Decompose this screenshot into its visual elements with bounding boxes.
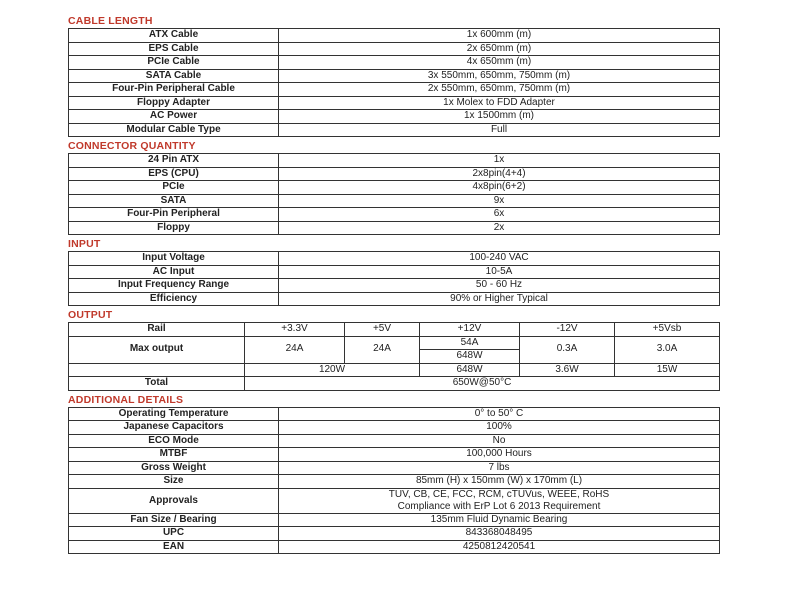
row-value: 7 lbs — [279, 461, 720, 475]
watts-5vsb: 15W — [615, 363, 720, 377]
max-output-label: Max output — [69, 336, 245, 363]
row-value: 6x — [279, 208, 720, 222]
table-row — [69, 42, 720, 56]
row-value: 135mm Fluid Dynamic Bearing — [279, 513, 720, 527]
table-row — [69, 448, 720, 462]
amps-12v: 54A — [420, 336, 520, 350]
row-value: 100% — [279, 421, 720, 435]
row-label: SATA Cable — [69, 69, 279, 83]
row-label: EPS (CPU) — [69, 167, 279, 181]
row-label: Floppy Adapter — [69, 96, 279, 110]
row-value: 2x 650mm (m) — [279, 42, 720, 56]
row-label: Floppy — [69, 221, 279, 235]
table-row — [69, 527, 720, 541]
table-row — [69, 221, 720, 235]
approvals-line-1: TUV, CB, CE, FCC, RCM, cTUVus, WEEE, RoHS — [388, 489, 610, 500]
row-value: 4250812420541 — [279, 540, 720, 554]
additional-details-table — [68, 407, 720, 555]
section-title-connector-quantity: CONNECTOR QUANTITY — [68, 140, 196, 152]
table-row — [69, 29, 720, 43]
row-label: PCIe — [69, 181, 279, 195]
row-value: 843368048495 — [279, 527, 720, 541]
row-value: 9x — [279, 194, 720, 208]
row-label: Japanese Capacitors — [69, 421, 279, 435]
row-value: 100,000 Hours — [279, 448, 720, 462]
watts-spacer — [69, 363, 245, 377]
row-label: ATX Cable — [69, 29, 279, 43]
row-label: AC Power — [69, 110, 279, 124]
input-table — [68, 251, 720, 306]
amps-5v: 24A — [345, 336, 420, 363]
table-row — [69, 123, 720, 137]
table-row — [69, 279, 720, 293]
table-row — [69, 194, 720, 208]
row-value: 50 - 60 Hz — [279, 279, 720, 293]
watts-12v-a: 648W — [420, 350, 520, 364]
table-row — [69, 292, 720, 306]
spec-sheet — [68, 0, 719, 554]
row-label: Size — [69, 475, 279, 489]
table-row — [69, 363, 720, 377]
table-row — [69, 421, 720, 435]
row-label: Approvals — [69, 488, 279, 513]
rail-neg12v: -12V — [520, 323, 615, 337]
row-label: EPS Cable — [69, 42, 279, 56]
row-value: 3x 550mm, 650mm, 750mm (m) — [279, 69, 720, 83]
table-row — [69, 323, 720, 337]
watts-3v3-5v: 120W — [245, 363, 420, 377]
watts-neg12v: 3.6W — [520, 363, 615, 377]
output-table — [68, 322, 720, 391]
row-value: Full — [279, 123, 720, 137]
row-value: 10-5A — [279, 265, 720, 279]
row-value: 90% or Higher Typical — [279, 292, 720, 306]
row-value — [279, 488, 720, 513]
row-value: 85mm (H) x 150mm (W) x 170mm (L) — [279, 475, 720, 489]
row-label: Input Voltage — [69, 252, 279, 266]
row-label: Fan Size / Bearing — [69, 513, 279, 527]
table-row — [69, 407, 720, 421]
row-value: 1x 1500mm (m) — [279, 110, 720, 124]
table-row — [69, 83, 720, 97]
table-row — [69, 56, 720, 70]
row-value: No — [279, 434, 720, 448]
table-row — [69, 377, 720, 391]
row-label: Gross Weight — [69, 461, 279, 475]
row-label: UPC — [69, 527, 279, 541]
amps-3v3: 24A — [245, 336, 345, 363]
table-row — [69, 96, 720, 110]
section-title-input: INPUT — [68, 238, 101, 250]
row-value: 100-240 VAC — [279, 252, 720, 266]
rail-3v3: +3.3V — [245, 323, 345, 337]
table-row — [69, 540, 720, 554]
rail-5v: +5V — [345, 323, 420, 337]
section-title-additional-details: ADDITIONAL DETAILS — [68, 393, 184, 406]
row-label: EAN — [69, 540, 279, 554]
row-label: PCIe Cable — [69, 56, 279, 70]
amps-5vsb: 3.0A — [615, 336, 720, 363]
row-value: 2x — [279, 221, 720, 235]
table-row — [69, 154, 720, 168]
connector-quantity-table — [68, 153, 720, 235]
row-value: 0° to 50° C — [279, 407, 720, 421]
row-value: 4x 650mm (m) — [279, 56, 720, 70]
row-label: Four-Pin Peripheral Cable — [69, 83, 279, 97]
row-label: SATA — [69, 194, 279, 208]
table-row — [69, 110, 720, 124]
amps-neg12v: 0.3A — [520, 336, 615, 363]
approvals-line-2: Compliance with ErP Lot 6 2013 Requirement — [397, 500, 601, 512]
total-label: Total — [69, 377, 245, 391]
row-value: 2x8pin(4+4) — [279, 167, 720, 181]
cable-length-table — [68, 28, 720, 137]
row-label: Modular Cable Type — [69, 123, 279, 137]
row-value: 1x 600mm (m) — [279, 29, 720, 43]
rail-5vsb: +5Vsb — [615, 323, 720, 337]
table-row — [69, 265, 720, 279]
watts-12v-b: 648W — [420, 363, 520, 377]
table-row — [69, 181, 720, 195]
table-row — [69, 336, 720, 350]
row-value: 1x — [279, 154, 720, 168]
section-title-cable-length: CABLE LENGTH — [68, 15, 153, 27]
rail-12v: +12V — [420, 323, 520, 337]
table-row — [69, 513, 720, 527]
row-value: 2x 550mm, 650mm, 750mm (m) — [279, 83, 720, 97]
row-label: Input Frequency Range — [69, 279, 279, 293]
row-label: Efficiency — [69, 292, 279, 306]
table-row — [69, 167, 720, 181]
row-value: 1x Molex to FDD Adapter — [279, 96, 720, 110]
table-row — [69, 488, 720, 513]
table-row — [69, 252, 720, 266]
table-row — [69, 208, 720, 222]
table-row — [69, 475, 720, 489]
row-label: ECO Mode — [69, 434, 279, 448]
table-row — [69, 69, 720, 83]
row-label: 24 Pin ATX — [69, 154, 279, 168]
row-label: AC Input — [69, 265, 279, 279]
row-label: MTBF — [69, 448, 279, 462]
section-title-output: OUTPUT — [68, 309, 113, 321]
table-row — [69, 461, 720, 475]
row-label: Operating Temperature — [69, 407, 279, 421]
row-value: 4x8pin(6+2) — [279, 181, 720, 195]
rail-header: Rail — [69, 323, 245, 337]
table-row — [69, 434, 720, 448]
total-value: 650W@50°C — [245, 377, 720, 391]
row-label: Four-Pin Peripheral — [69, 208, 279, 222]
